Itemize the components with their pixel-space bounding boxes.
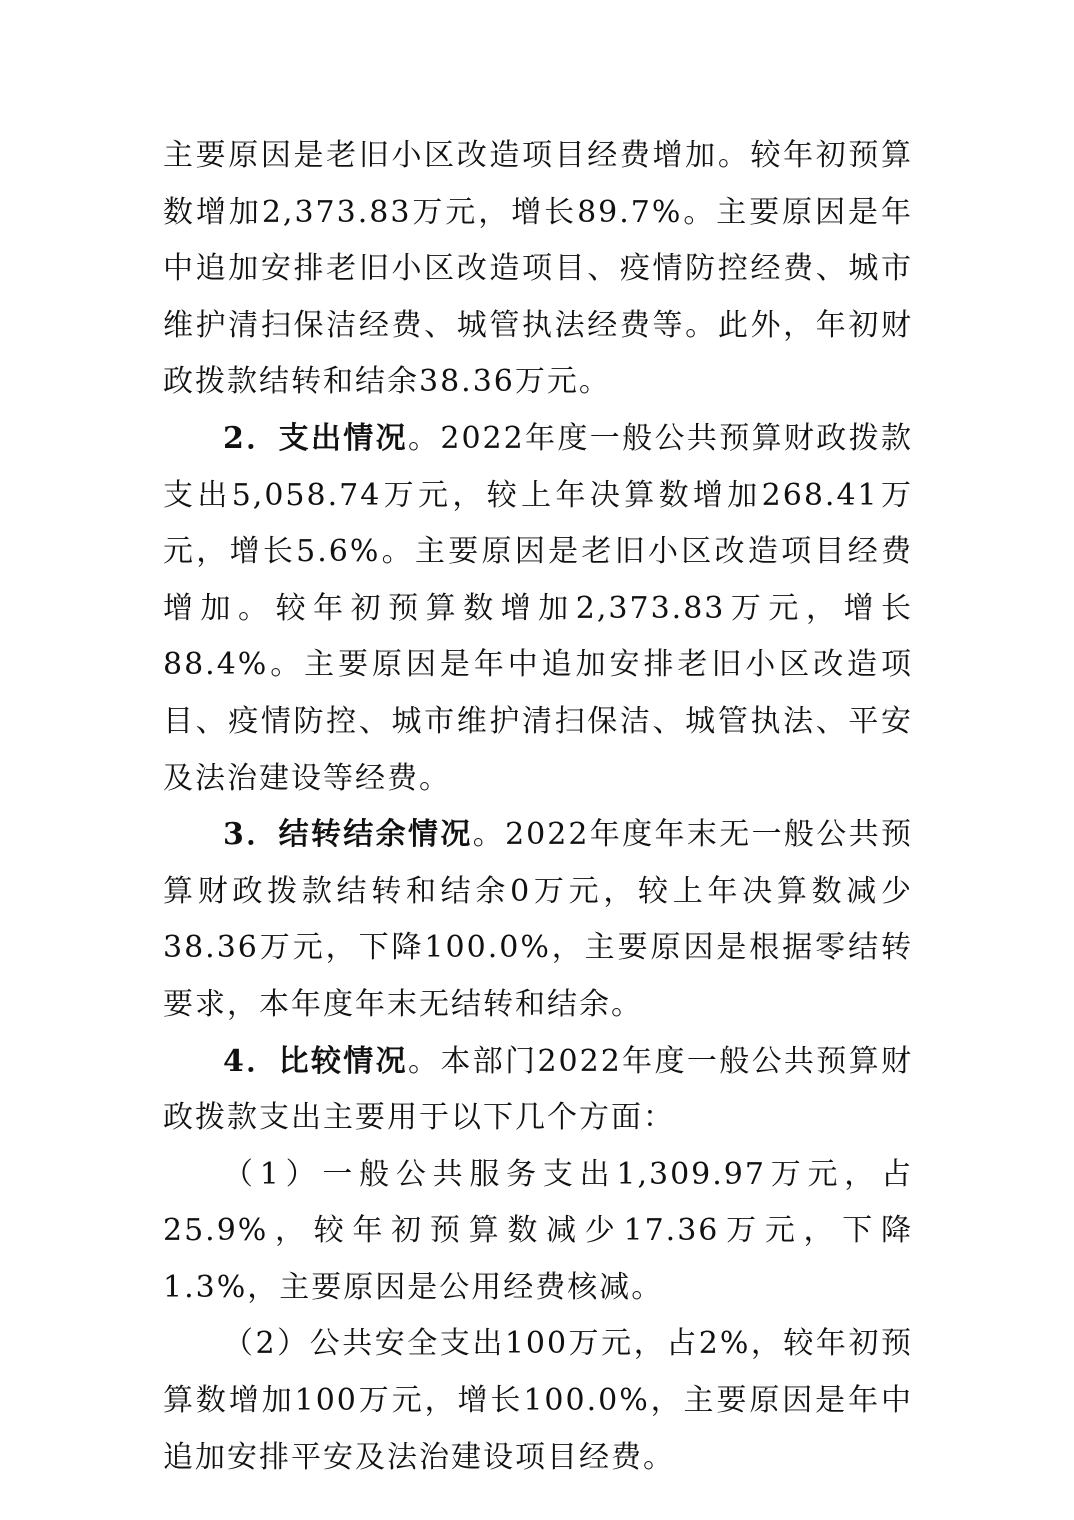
paragraph-item-2	[163, 1316, 913, 1486]
section-heading: 3．结转结余情况	[223, 817, 473, 853]
paragraph-body: 。本部门2022年度一般公共预算财政拨款支出主要用于以下几个方面：	[163, 1043, 913, 1136]
paragraph-body: （1）一般公共服务支出1,309.97万元，占25.9%，较年初预算数减少17.36万元，下降1.3%，主要原因是公用经费核减。	[163, 1156, 913, 1305]
paragraph-body: 。2022年度一般公共预算财政拨款支出5,058.74万元，较上年决算数增加268.41万元，增长5.6%。主要原因是老旧小区改造项目经费增加。较年初预算数增加2,373.83万元，增长88.4%。主要原因是年中追加安排老旧小区改造项目、疫情防控、城市维护清扫保洁、城管执法、平安及法治建设等经费。	[163, 420, 913, 796]
paragraph-body: 。2022年度年末无一般公共预算财政拨款结转和结余0万元，较上年决算数减少38.36万元，下降100.0%，主要原因是根据零结转要求，本年度年末无结转和结余。	[163, 817, 913, 1022]
paragraph-carryover	[163, 807, 913, 1033]
paragraph-body: 主要原因是老旧小区改造项目经费增加。较年初预算数增加2,373.83万元，增长89.7%。主要原因是年中追加安排老旧小区改造项目、疫情防控经费、城市维护清扫保洁经费、城管执法经费等。此外，年初财政拨款结转和结余38.36万元。	[163, 138, 913, 400]
paragraph-expenditure	[163, 411, 913, 807]
paragraph-body: （2）公共安全支出100万元，占2%，较年初预算数增加100万元，增长100.0%，主要原因是年中追加安排平安及法治建设项目经费。	[163, 1326, 913, 1475]
section-heading: 4．比较情况	[223, 1043, 409, 1079]
paragraph-continuation	[163, 128, 913, 411]
paragraph-comparison	[163, 1034, 913, 1147]
section-heading: 2．支出情况	[223, 420, 409, 456]
document-page	[163, 128, 913, 1486]
paragraph-item-1	[163, 1147, 913, 1317]
